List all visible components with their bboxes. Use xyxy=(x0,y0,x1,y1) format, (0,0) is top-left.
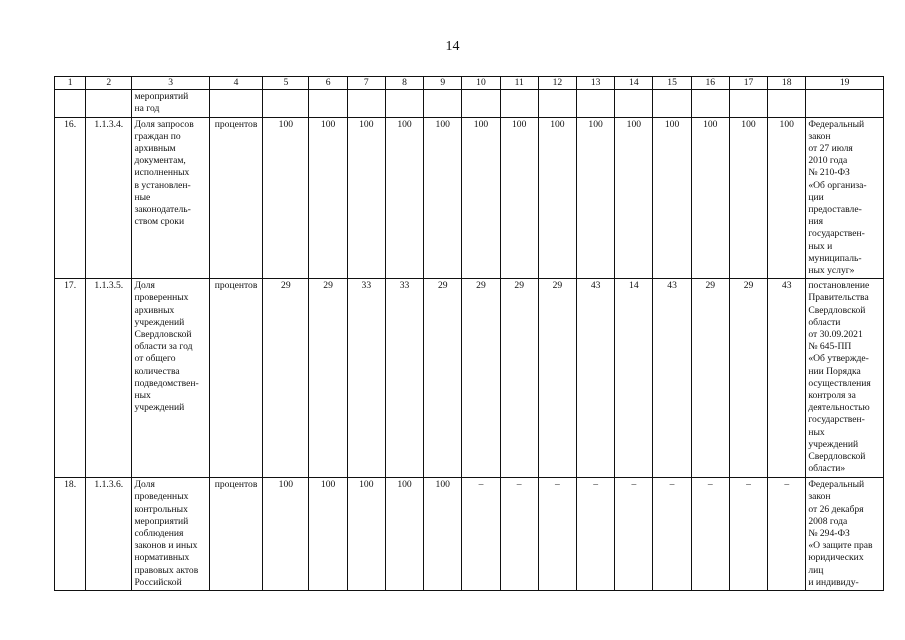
indicator-name: Доля запросов граждан по архивным документам, исполненных в установлен- ные законодатель- ством сроки xyxy=(132,117,209,279)
unit-cell: процентов xyxy=(209,478,262,591)
value-cell: 29 xyxy=(538,279,576,478)
empty-cell xyxy=(263,90,309,117)
column-header-18: 18 xyxy=(768,77,806,90)
empty-cell xyxy=(691,90,729,117)
row-code: 1.1.3.5. xyxy=(86,279,132,478)
indicator-name: Доля проведенных контрольных мероприятий соблюдения законов и иных нормативных правовых актов Российской xyxy=(132,478,209,591)
value-cell: – xyxy=(691,478,729,591)
empty-cell xyxy=(653,90,691,117)
empty-cell xyxy=(309,90,347,117)
value-cell: 100 xyxy=(424,478,462,591)
column-header-19: 19 xyxy=(806,77,884,90)
value-cell: 29 xyxy=(500,279,538,478)
empty-cell xyxy=(209,90,262,117)
column-header-13: 13 xyxy=(577,77,615,90)
value-cell: 100 xyxy=(500,117,538,279)
row-number: 18. xyxy=(55,478,86,591)
value-cell: 43 xyxy=(577,279,615,478)
value-cell: 100 xyxy=(729,117,767,279)
value-cell: 29 xyxy=(309,279,347,478)
value-cell: 33 xyxy=(347,279,385,478)
empty-cell xyxy=(806,90,884,117)
value-cell: 100 xyxy=(309,478,347,591)
column-number-row xyxy=(55,77,884,90)
source-document: постановление Правительства Свердловской области от 30.09.2021 № 645-ПП «Об утвержде- нии Порядка осуществления контроля за деятельностью государствен- ных учреждений Свердловской области» xyxy=(806,279,884,478)
indicators-table xyxy=(54,76,884,591)
value-cell: 100 xyxy=(347,117,385,279)
column-header-4: 4 xyxy=(209,77,262,90)
empty-cell xyxy=(347,90,385,117)
column-header-3: 3 xyxy=(132,77,209,90)
value-cell: 100 xyxy=(385,478,423,591)
column-header-17: 17 xyxy=(729,77,767,90)
column-header-16: 16 xyxy=(691,77,729,90)
value-cell: – xyxy=(538,478,576,591)
value-cell: 29 xyxy=(424,279,462,478)
value-cell: 100 xyxy=(263,117,309,279)
empty-cell xyxy=(385,90,423,117)
value-cell: 100 xyxy=(768,117,806,279)
column-header-14: 14 xyxy=(615,77,653,90)
value-cell: 100 xyxy=(577,117,615,279)
value-cell: 29 xyxy=(263,279,309,478)
column-header-11: 11 xyxy=(500,77,538,90)
value-cell: 33 xyxy=(385,279,423,478)
value-cell: 29 xyxy=(691,279,729,478)
column-header-7: 7 xyxy=(347,77,385,90)
unit-cell: процентов xyxy=(209,279,262,478)
empty-cell xyxy=(538,90,576,117)
column-header-1: 1 xyxy=(55,77,86,90)
empty-cell xyxy=(615,90,653,117)
empty-cell xyxy=(424,90,462,117)
value-cell: 100 xyxy=(347,478,385,591)
row-code: 1.1.3.4. xyxy=(86,117,132,279)
value-cell: – xyxy=(768,478,806,591)
value-cell: 100 xyxy=(263,478,309,591)
column-header-9: 9 xyxy=(424,77,462,90)
value-cell: – xyxy=(615,478,653,591)
empty-cell xyxy=(729,90,767,117)
value-cell: 100 xyxy=(538,117,576,279)
continuation-text: мероприятий на год xyxy=(132,90,209,117)
value-cell: 100 xyxy=(309,117,347,279)
value-cell: 100 xyxy=(615,117,653,279)
column-header-6: 6 xyxy=(309,77,347,90)
continuation-row xyxy=(55,90,884,117)
empty-cell xyxy=(768,90,806,117)
empty-cell xyxy=(55,90,86,117)
value-cell: – xyxy=(577,478,615,591)
table-row xyxy=(55,117,884,279)
value-cell: 100 xyxy=(691,117,729,279)
row-number: 17. xyxy=(55,279,86,478)
value-cell: 100 xyxy=(462,117,500,279)
unit-cell: процентов xyxy=(209,117,262,279)
column-header-5: 5 xyxy=(263,77,309,90)
value-cell: – xyxy=(729,478,767,591)
value-cell: – xyxy=(500,478,538,591)
column-header-15: 15 xyxy=(653,77,691,90)
table-row xyxy=(55,279,884,478)
value-cell: 100 xyxy=(385,117,423,279)
indicator-name: Доля проверенных архивных учреждений Свердловской области за год от общего количества подведомствен- ных учреждений xyxy=(132,279,209,478)
empty-cell xyxy=(462,90,500,117)
value-cell: 29 xyxy=(729,279,767,478)
column-header-8: 8 xyxy=(385,77,423,90)
row-number: 16. xyxy=(55,117,86,279)
value-cell: 43 xyxy=(653,279,691,478)
value-cell: – xyxy=(653,478,691,591)
column-header-2: 2 xyxy=(86,77,132,90)
column-header-12: 12 xyxy=(538,77,576,90)
empty-cell xyxy=(577,90,615,117)
value-cell: 100 xyxy=(424,117,462,279)
value-cell: 43 xyxy=(768,279,806,478)
table-row xyxy=(55,478,884,591)
empty-cell xyxy=(86,90,132,117)
value-cell: 29 xyxy=(462,279,500,478)
row-code: 1.1.3.6. xyxy=(86,478,132,591)
source-document: Федеральный закон от 26 декабря 2008 года № 294-ФЗ «О защите прав юридических лиц и индивиду- xyxy=(806,478,884,591)
value-cell: 100 xyxy=(653,117,691,279)
empty-cell xyxy=(500,90,538,117)
page-number: 14 xyxy=(445,39,460,54)
value-cell: – xyxy=(462,478,500,591)
column-header-10: 10 xyxy=(462,77,500,90)
source-document: Федеральный закон от 27 июля 2010 года № 210-ФЗ «Об организа- ции предоставле- ния государствен- ных и муниципаль- ных услуг» xyxy=(806,117,884,279)
value-cell: 14 xyxy=(615,279,653,478)
